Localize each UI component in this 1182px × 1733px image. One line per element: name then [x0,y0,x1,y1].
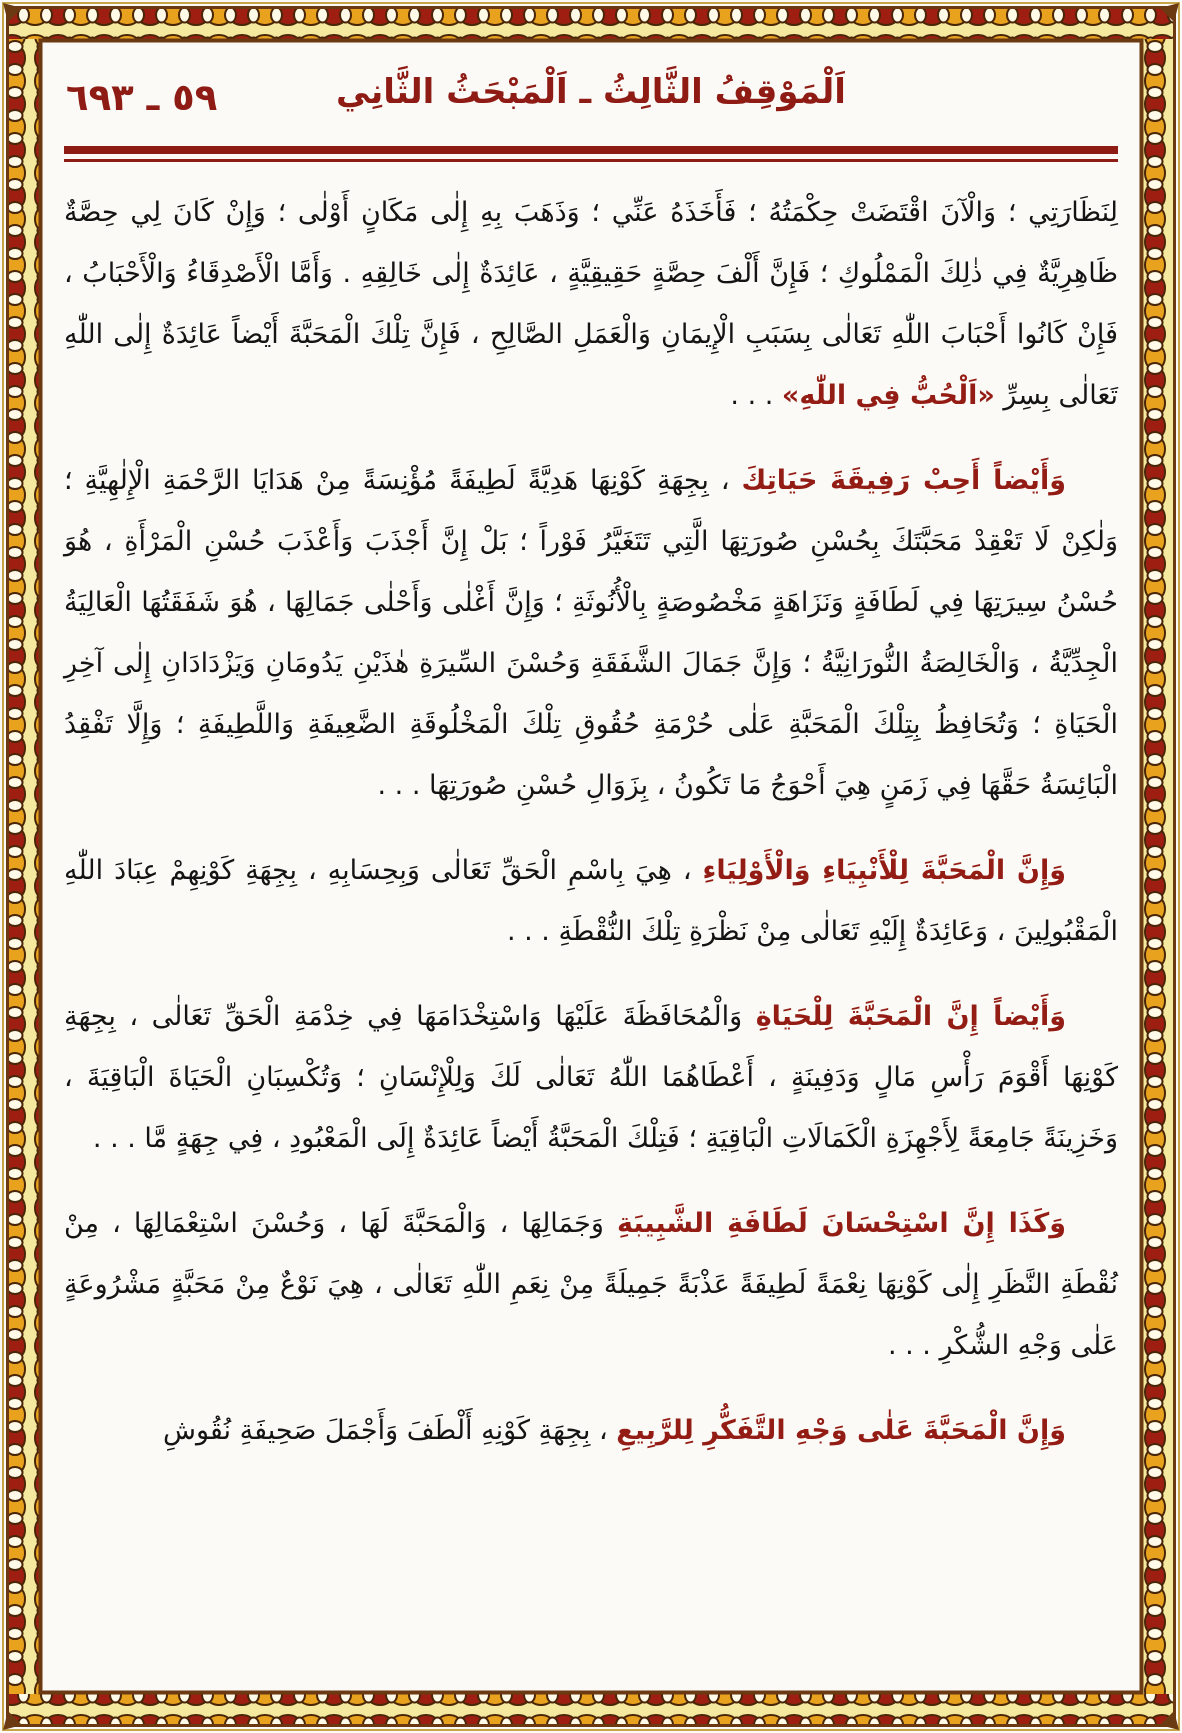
text-segment: لِنَظَارَتِي ؛ وَالْآنَ اقْتَضَتْ حِكْمَتُهُ ؛ فَأَخَذَهُ عَنِّي ؛ وَذَهَبَ بِهِ إِلٰى مَكَانٍ أَوْلٰى ؛ وَإِنْ كَانَ لِي حِصَّةٌ ظَاهِرِيَّةٌ فِي ذٰلِكَ الْمَمْلُوكِ ؛ فَإِنَّ أَلْفَ حِصَّةٍ حَقِيقِيَّةٍ ، عَائِدَةٌ إِلٰى خَالِقِهِ . وَأَمَّا الْأَصْدِقَاءُ وَالْأَحْبَابُ ، فَإِنْ كَانُوا أَحْبَابَ اللّٰهِ تَعَالٰى بِسَبَبِ الْإِيمَانِ وَالْعَمَلِ الصَّالِحِ ، فَإِنَّ تِلْكَ الْمَحَبَّةَ أَيْضاً عَائِدَةٌ إِلٰى اللّٰهِ تَعَالٰى بِسِرِّ [64,197,1118,411]
paragraph [64,1400,1118,1461]
highlight-phrase: وَأَيْضاً أَحِبْ رَفِيقَةَ حَيَاتِكَ [741,465,1066,496]
text-segment: . . . [730,380,782,411]
page-title: اَلْمَوْقِفُ الثَّالِثُ ـ اَلْمَبْحَثُ الثَّانِي [336,72,846,112]
paragraph [64,986,1118,1169]
page-header [64,62,1118,140]
page-content [64,62,1118,1485]
highlight-phrase: وَأَيْضاً إِنَّ الْمَحَبَّةَ لِلْحَيَاةِ [755,1001,1067,1032]
paragraph [64,1193,1118,1376]
text-segment: وَالْمُحَافَظَةَ عَلَيْهَا وَاسْتِخْدَامَهَا فِي خِدْمَةِ الْحَقِّ تَعَالٰى ، بِجِهَةِ كَوْنِهَا أَقْوَمَ رَأْسِ مَالٍ وَدَفِينَةٍ ، أَعْطَاهُمَا اللّٰهُ تَعَالٰى لَكَ وَلِلْإِنْسَانِ ؛ وَتُكْسِبَانِ الْحَيَاةَ الْبَاقِيَةَ ، وَخَزِينَةً جَامِعَةً لِأَجْهِزَةِ الْكَمَالَاتِ الْبَاقِيَةِ ؛ فَتِلْكَ الْمَحَبَّةُ أَيْضاً عَائِدَةٌ إِلَى الْمَعْبُودِ ، فِي جِهَةٍ مَّا . . . [64,1001,1118,1154]
body-text [64,182,1118,1461]
highlight-phrase: وَإِنَّ الْمَحَبَّةَ لِلْأَنْبِيَاءِ وَالْأَوْلِيَاءِ [702,855,1066,886]
header-divider [64,146,1118,162]
paragraph [64,840,1118,962]
text-segment: ، هِيَ بِاسْمِ الْحَقِّ تَعَالٰى وَبِحِسَابِهِ ، بِجِهَةِ كَوْنِهِمْ عِبَادَ اللّٰهِ الْمَقْبُولِينَ ، وَعَائِدَةٌ إِلَيْهِ تَعَالٰى مِنْ نَظْرَةِ تِلْكَ النُّقْطَةِ . . . [64,855,1118,947]
highlight-phrase: وَكَذَا إِنَّ اسْتِحْسَانَ لَطَافَةِ الشَّبِيبَةِ [616,1208,1067,1239]
text-segment: وَجَمَالِهَا ، وَالْمَحَبَّةَ لَهَا ، وَحُسْنَ اسْتِعْمَالِهَا ، مِنْ نُقْطَةِ النَّظَرِ إِلٰى كَوْنِهَا نِعْمَةً لَطِيفَةً عَذْبَةً جَمِيلَةً مِنْ نِعَمِ اللّٰهِ تَعَالٰى ، هِيَ نَوْعٌ مِنْ مَحَبَّةٍ مَشْرُوعَةٍ عَلٰى وَجْهِ الشُّكْرِ . . . [64,1208,1118,1361]
highlight-phrase: وَإِنَّ الْمَحَبَّةَ عَلٰى وَجْهِ التَّفَكُّرِ لِلرَّبِيعِ [616,1415,1066,1446]
text-segment: ، بِجِهَةِ كَوْنِهِ أَلْطَفَ وَأَجْمَلَ صَحِيفَةِ نُقُوشِ [162,1415,617,1446]
paragraph [64,182,1118,426]
page-numbers: ٥٩ ـ ٦٩٣ [66,76,218,119]
highlight-phrase: «اَلْحُبُّ فِي اللّٰهِ» [781,380,995,411]
text-segment: ، بِجِهَةِ كَوْنِهَا هَدِيَّةً لَطِيفَةً مُؤْنِسَةً مِنْ هَدَايَا الرَّحْمَةِ الْإِلٰهِيَّةِ ؛ وَلٰكِنْ لَا تَعْقِدْ مَحَبَّتَكَ بِحُسْنِ صُورَتِهَا الَّتِي تَتَغَيَّرُ فَوْراً ؛ بَلْ إِنَّ أَجْذَبَ وَأَعْذَبَ حُسْنِ الْمَرْأَةِ ، هُوَ حُسْنُ سِيرَتِهَا فِي لَطَافَةٍ وَنَزَاهَةٍ مَخْصُوصَةٍ بِالْأُنُوثَةِ ؛ وَإِنَّ أَغْلٰى وَأَحْلٰى جَمَالِهَا ، هُوَ شَفَقَتُهَا الْعَالِيَةُ الْجِدِّيَّةُ ، وَالْخَالِصَةُ النُّورَانِيَّةُ ؛ وَإِنَّ جَمَالَ الشَّفَقَةِ وَحُسْنَ السِّيرَةِ هٰذَيْنِ يَدُومَانِ وَيَزْدَادَانِ إِلٰى آخِرِ الْحَيَاةِ ؛ وَتُحَافِظُ بِتِلْكَ الْمَحَبَّةِ عَلٰى حُرْمَةِ حُقُوقِ تِلْكَ الْمَخْلُوقَةِ الضَّعِيفَةِ وَاللَّطِيفَةِ ؛ وَإِلَّا تَفْقِدُ الْبَائِسَةُ حَقَّهَا فِي زَمَنٍ هِيَ أَحْوَجُ مَا تَكُونُ ، بِزَوَالِ حُسْنِ صُورَتِهَا . . . [64,465,1118,801]
paragraph [64,450,1118,816]
